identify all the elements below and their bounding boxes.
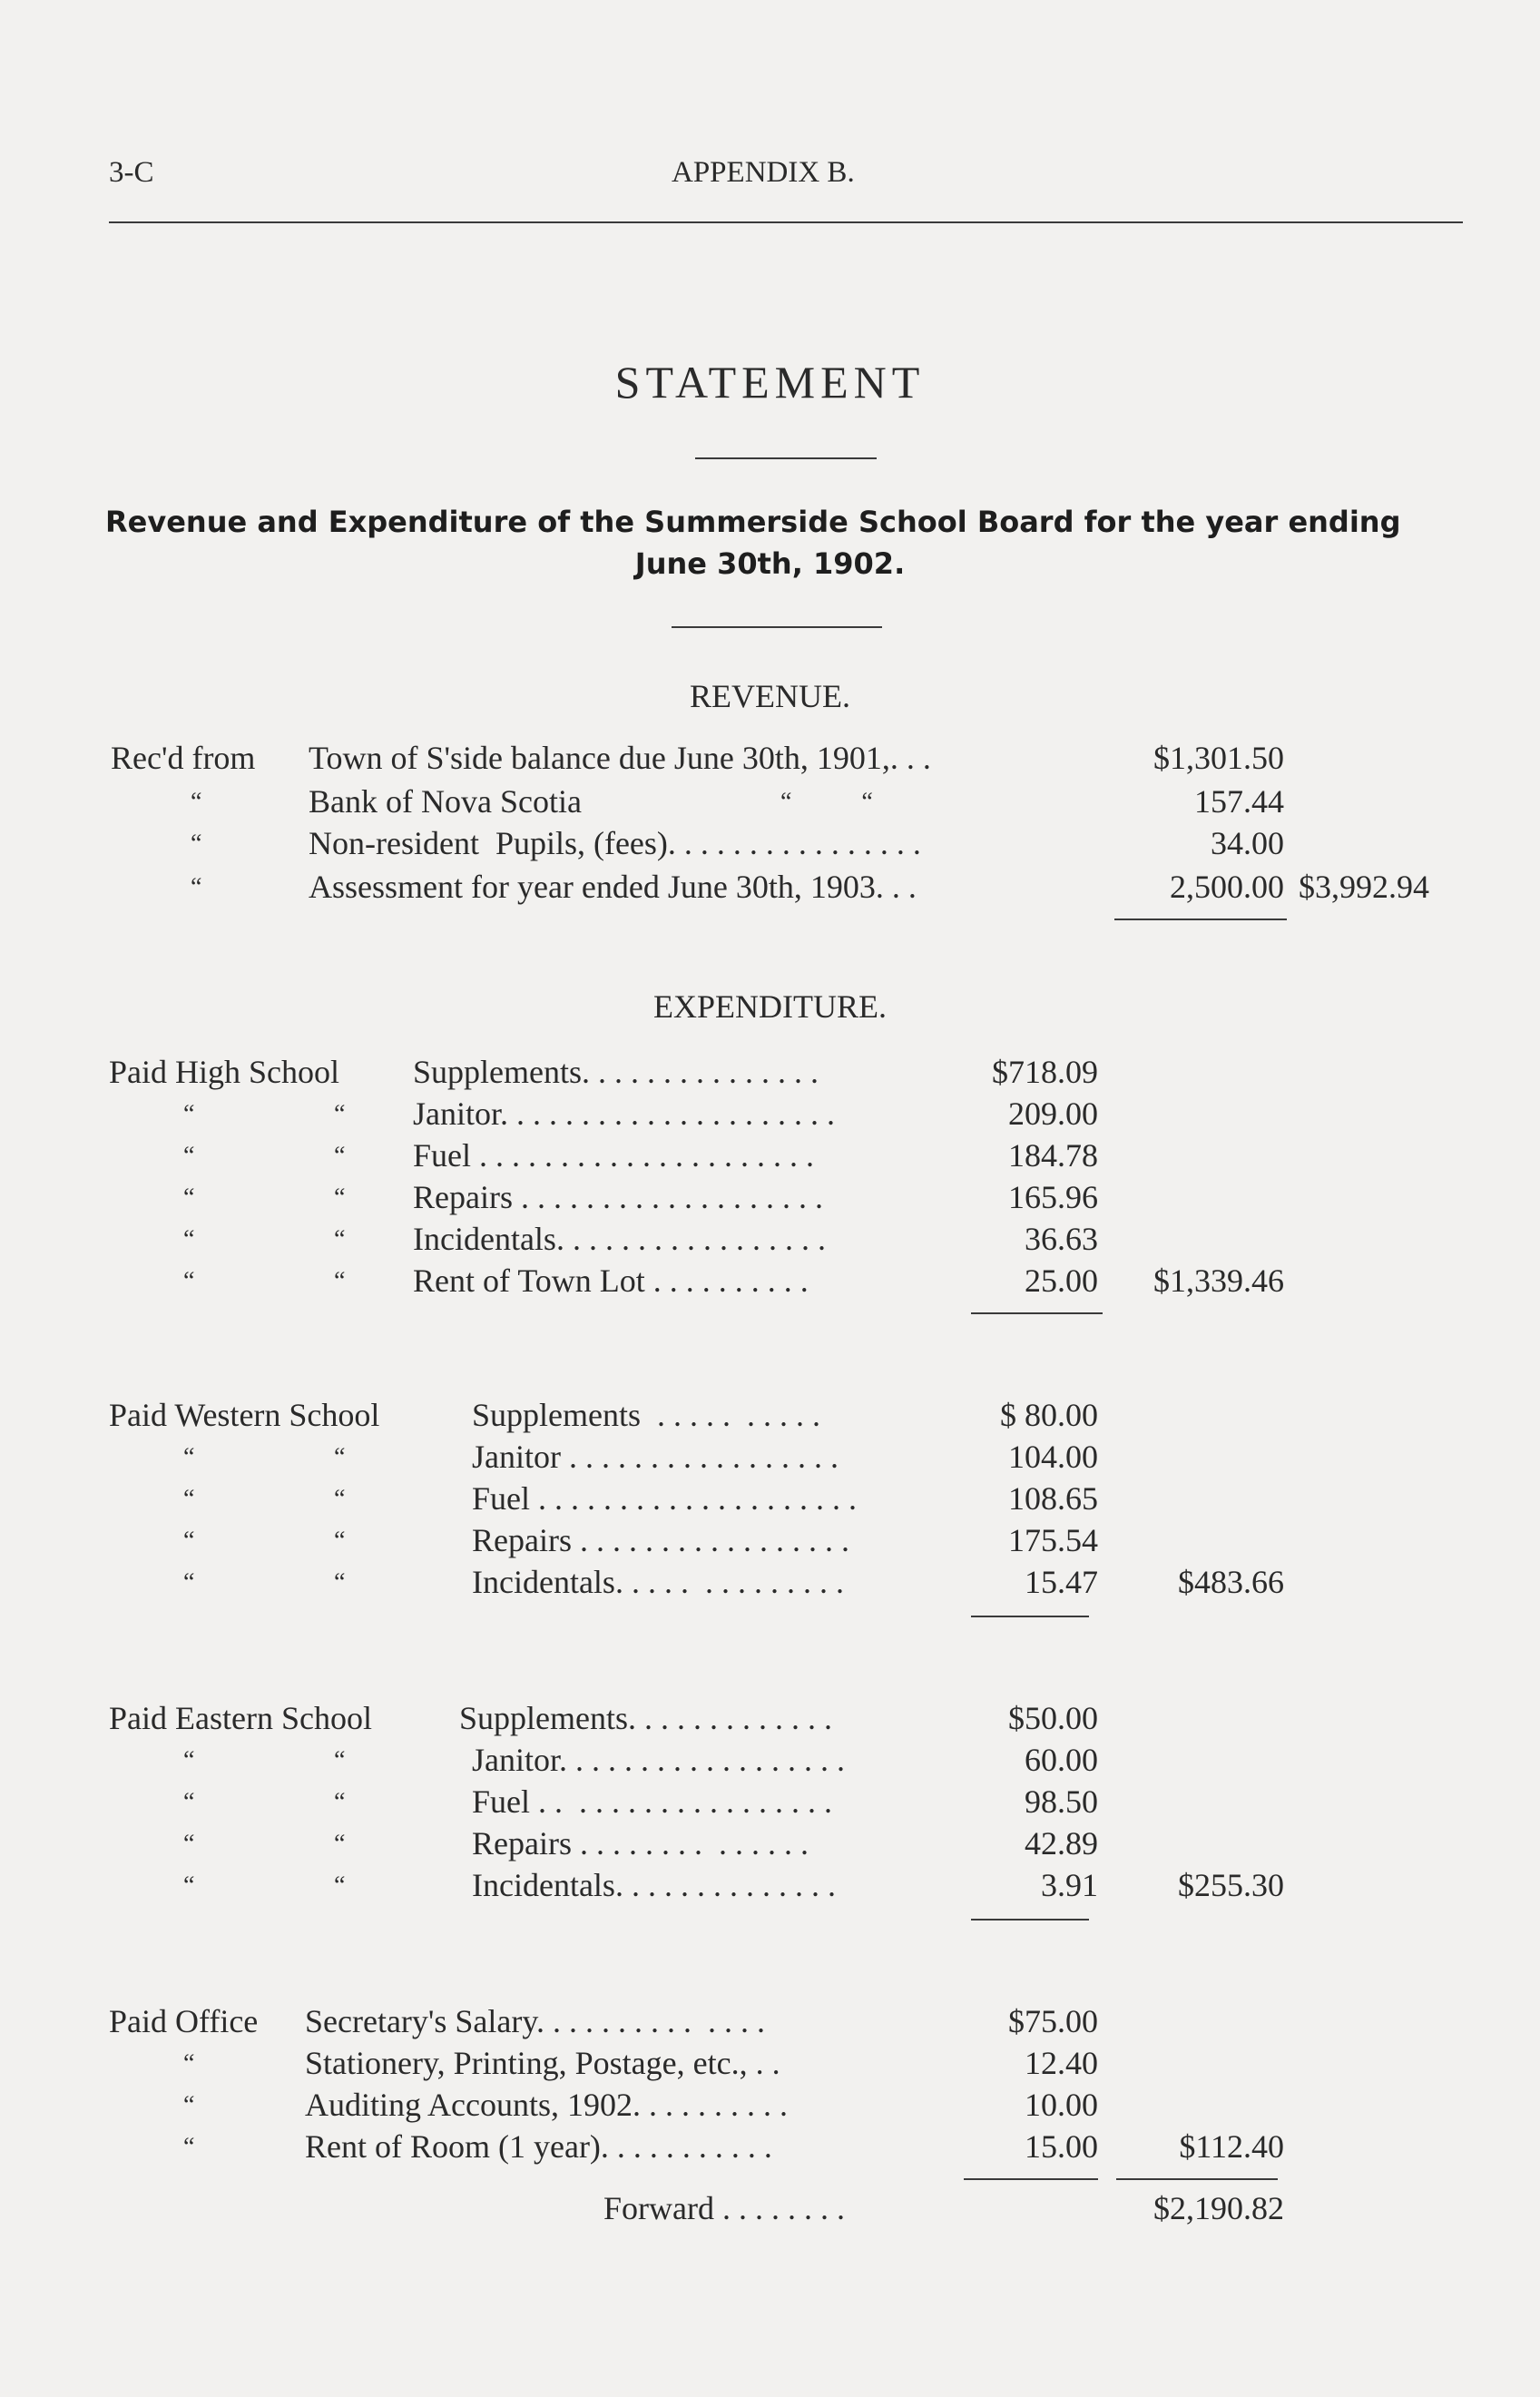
expense-item-text: Rent of Room (1 year). . . . . . . . . . . <box>305 2128 772 2165</box>
expense-item-amount: 209.00 <box>1008 1095 1098 1132</box>
ditto-mark: “ <box>334 1788 346 1816</box>
expense-item-text: Supplements. . . . . . . . . . . . . . . <box>413 1054 819 1090</box>
subtotal-rule <box>971 1616 1089 1617</box>
subtotal-rule <box>1114 919 1287 920</box>
ditto-mark: “ <box>334 1225 346 1253</box>
ditto-mark: “ <box>183 1443 195 1471</box>
expenditure-heading: EXPENDITURE. <box>653 988 887 1025</box>
expense-item-text: Janitor . . . . . . . . . . . . . . . . . <box>472 1439 839 1475</box>
expense-item-amount: 175.54 <box>1008 1522 1098 1558</box>
revenue-item-text: Town of S'side balance due June 30th, 1901,. . . <box>309 740 931 776</box>
revenue-heading: REVENUE. <box>690 678 850 714</box>
group-label: Paid Western School <box>109 1397 380 1433</box>
expense-item-amount: 104.00 <box>1008 1439 1098 1475</box>
expense-item-amount: $ 80.00 <box>1000 1397 1098 1433</box>
revenue-item-text: Non-resident Pupils, (fees). . . . . . . . . . . . . . . . <box>309 825 921 861</box>
group-total: $1,339.46 <box>1153 1262 1284 1299</box>
ditto-mark: “ <box>183 1485 195 1513</box>
expense-item-amount: $718.09 <box>992 1054 1098 1090</box>
expense-item-text: Fuel . . . . . . . . . . . . . . . . . . <box>472 1783 833 1820</box>
ditto-mark: “ <box>183 1746 195 1774</box>
ditto-mark: “ <box>183 1267 195 1295</box>
expense-item-text: Janitor. . . . . . . . . . . . . . . . . . <box>472 1742 845 1778</box>
expense-item-text: Repairs . . . . . . . . . . . . . . . . . . . <box>413 1179 823 1215</box>
revenue-item-amount: 34.00 <box>1211 825 1284 861</box>
ditto-mark: “ <box>183 1225 195 1253</box>
expense-item-amount: 15.47 <box>1025 1564 1098 1600</box>
expense-item-amount: 25.00 <box>1025 1262 1098 1299</box>
expense-item-text: Repairs . . . . . . . . . . . . . . . . . <box>472 1522 849 1558</box>
expense-item-text: Auditing Accounts, 1902. . . . . . . . . . <box>305 2087 788 2123</box>
ditto-mark: “ <box>334 1871 346 1900</box>
total-rule <box>1116 2178 1278 2180</box>
expense-item-text: Repairs . . . . . . . . . . . . . . <box>472 1825 809 1862</box>
ditto-mark: “ <box>334 1830 346 1858</box>
page-number: 3-C <box>109 156 154 189</box>
group-label: Paid High School <box>109 1054 340 1090</box>
ditto-mark: “ <box>334 1485 346 1513</box>
expense-item-text: Janitor. . . . . . . . . . . . . . . . . . . . . <box>413 1095 835 1132</box>
ditto-mark: “ <box>191 873 202 901</box>
title-rule <box>695 457 877 459</box>
ditto-mark: “ <box>334 1443 346 1471</box>
expense-item-amount: $50.00 <box>1008 1700 1098 1736</box>
group-total: $483.66 <box>1178 1564 1284 1600</box>
ditto-mark: “ <box>334 1568 346 1596</box>
ditto-mark: “ <box>183 1184 195 1212</box>
ditto-mark: “ <box>183 2133 195 2161</box>
expense-item-amount: 3.91 <box>1041 1867 1098 1903</box>
expense-item-text: Rent of Town Lot . . . . . . . . . . <box>413 1262 809 1299</box>
ditto-mark: “ <box>191 788 202 816</box>
ditto-mark: “ <box>191 830 202 858</box>
expense-item-text: Incidentals. . . . . . . . . . . . . . <box>472 1564 844 1600</box>
expense-item-amount: 165.96 <box>1008 1179 1098 1215</box>
ditto-mark: “ <box>183 2049 195 2078</box>
subtotal-rule <box>971 1919 1089 1921</box>
expense-item-amount: 108.65 <box>1008 1480 1098 1517</box>
expense-item-amount: 98.50 <box>1025 1783 1098 1820</box>
expense-item-amount: 12.40 <box>1025 2045 1098 2081</box>
ditto-mark: “ <box>334 1746 346 1774</box>
revenue-item-amount: $1,301.50 <box>1153 740 1284 776</box>
expense-item-amount: $75.00 <box>1008 2003 1098 2039</box>
group-total: $112.40 <box>1179 2128 1284 2165</box>
running-title: APPENDIX B. <box>672 156 855 189</box>
subtotal-rule <box>964 2178 1098 2180</box>
expense-item-amount: 10.00 <box>1025 2087 1098 2123</box>
expense-item-text: Fuel . . . . . . . . . . . . . . . . . . . . . <box>413 1137 815 1174</box>
revenue-total: $3,992.94 <box>1299 869 1429 905</box>
subtotal-rule <box>971 1312 1103 1314</box>
expense-item-text: Stationery, Printing, Postage, etc., . . <box>305 2045 780 2081</box>
ditto-mark: “ <box>334 1184 346 1212</box>
expense-item-amount: 15.00 <box>1025 2128 1098 2165</box>
ditto-mark: “ <box>334 1142 346 1170</box>
expense-item-text: Incidentals. . . . . . . . . . . . . . . . . <box>413 1221 826 1257</box>
revenue-item-text: Bank of Nova Scotia <box>309 783 582 820</box>
ditto-mark: “ <box>183 1568 195 1596</box>
expense-item-amount: 184.78 <box>1008 1137 1098 1174</box>
revenue-prefix: Rec'd from <box>111 740 256 776</box>
expense-item-amount: 36.63 <box>1025 1221 1098 1257</box>
ditto-mark: “ <box>334 1267 346 1295</box>
group-total: $255.30 <box>1178 1867 1284 1903</box>
ditto-mark: “ <box>183 2091 195 2119</box>
forward-label: Forward . . . . . . . . <box>603 2190 845 2226</box>
ditto-mark: “ <box>183 1830 195 1858</box>
revenue-item-amount: 2,500.00 <box>1170 869 1284 905</box>
ditto-mark: “ <box>183 1871 195 1900</box>
subtitle-line-1: Revenue and Expenditure of the Summerside School Board for the year ending <box>105 505 1401 539</box>
revenue-item-amount: 157.44 <box>1194 783 1284 820</box>
subtitle-rule <box>672 626 882 628</box>
expense-item-text: Incidentals. . . . . . . . . . . . . . <box>472 1867 836 1903</box>
expense-item-text: Supplements . . . . . . . . . . <box>472 1397 820 1433</box>
expense-item-amount: 60.00 <box>1025 1742 1098 1778</box>
ditto-mark: “ “ <box>780 788 873 816</box>
ditto-mark: “ <box>183 1142 195 1170</box>
ditto-mark: “ <box>334 1100 346 1128</box>
expense-item-text: Secretary's Salary. . . . . . . . . . . . . . <box>305 2003 766 2039</box>
header-rule <box>109 221 1463 223</box>
group-label: Paid Eastern School <box>109 1700 372 1736</box>
revenue-item-text: Assessment for year ended June 30th, 1903. . . <box>309 869 917 905</box>
forward-amount: $2,190.82 <box>1153 2190 1284 2226</box>
expense-item-text: Fuel . . . . . . . . . . . . . . . . . . . . <box>472 1480 858 1517</box>
expense-item-text: Supplements. . . . . . . . . . . . . <box>459 1700 832 1736</box>
ditto-mark: “ <box>334 1527 346 1555</box>
ditto-mark: “ <box>183 1527 195 1555</box>
page-title: STATEMENT <box>614 357 926 408</box>
ditto-mark: “ <box>183 1788 195 1816</box>
ditto-mark: “ <box>183 1100 195 1128</box>
group-label: Paid Office <box>109 2003 259 2039</box>
expense-item-amount: 42.89 <box>1025 1825 1098 1862</box>
subtitle-line-2: June 30th, 1902. <box>634 546 906 581</box>
